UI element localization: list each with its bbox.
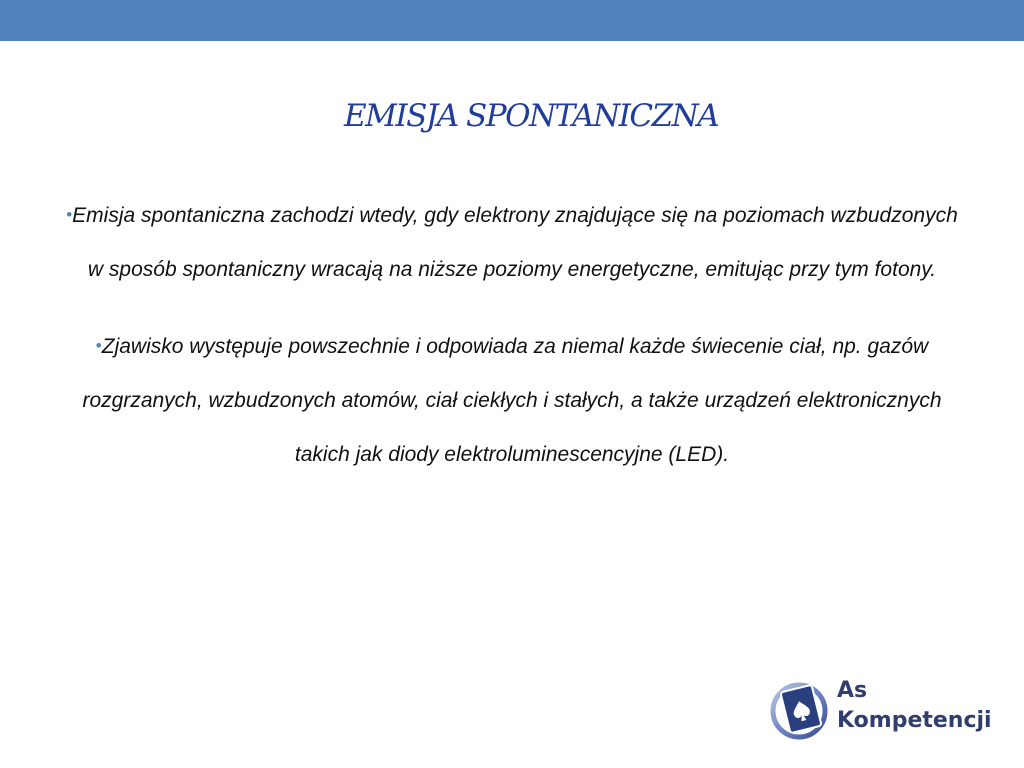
logo-line-kompetencji: Kompetencji [837,708,992,733]
logo-line-as: As [837,678,868,703]
bullet-paragraph [60,188,964,297]
slide-title: EMISJA SPONTANICZNA [344,98,719,134]
spade-card-icon [768,676,834,742]
logo [768,676,998,746]
bullet-icon: • [66,205,73,224]
slide-body [60,188,964,504]
top-accent-bar [0,0,1024,41]
paragraph-text: Emisja spontaniczna zachodzi wtedy, gdy elektrony znajdujące się na poziomach wzbudzonych w sposób spontaniczny wracają na niższe poziomy energetyczne, emitując przy tym fotony. [72,204,958,281]
logo-text [837,676,992,736]
paragraph-text: Zjawisko występuje powszechnie i odpowiada za niemal każde świecenie ciał, np. gazów rozgrzanych, wzbudzonych atomów, ciał ciekłych i stałych, a także urządzeń elektronicznych takich jak diody elektroluminescencyjne (LED). [82,335,942,466]
bullet-icon: • [95,336,102,355]
bullet-paragraph [60,319,964,482]
